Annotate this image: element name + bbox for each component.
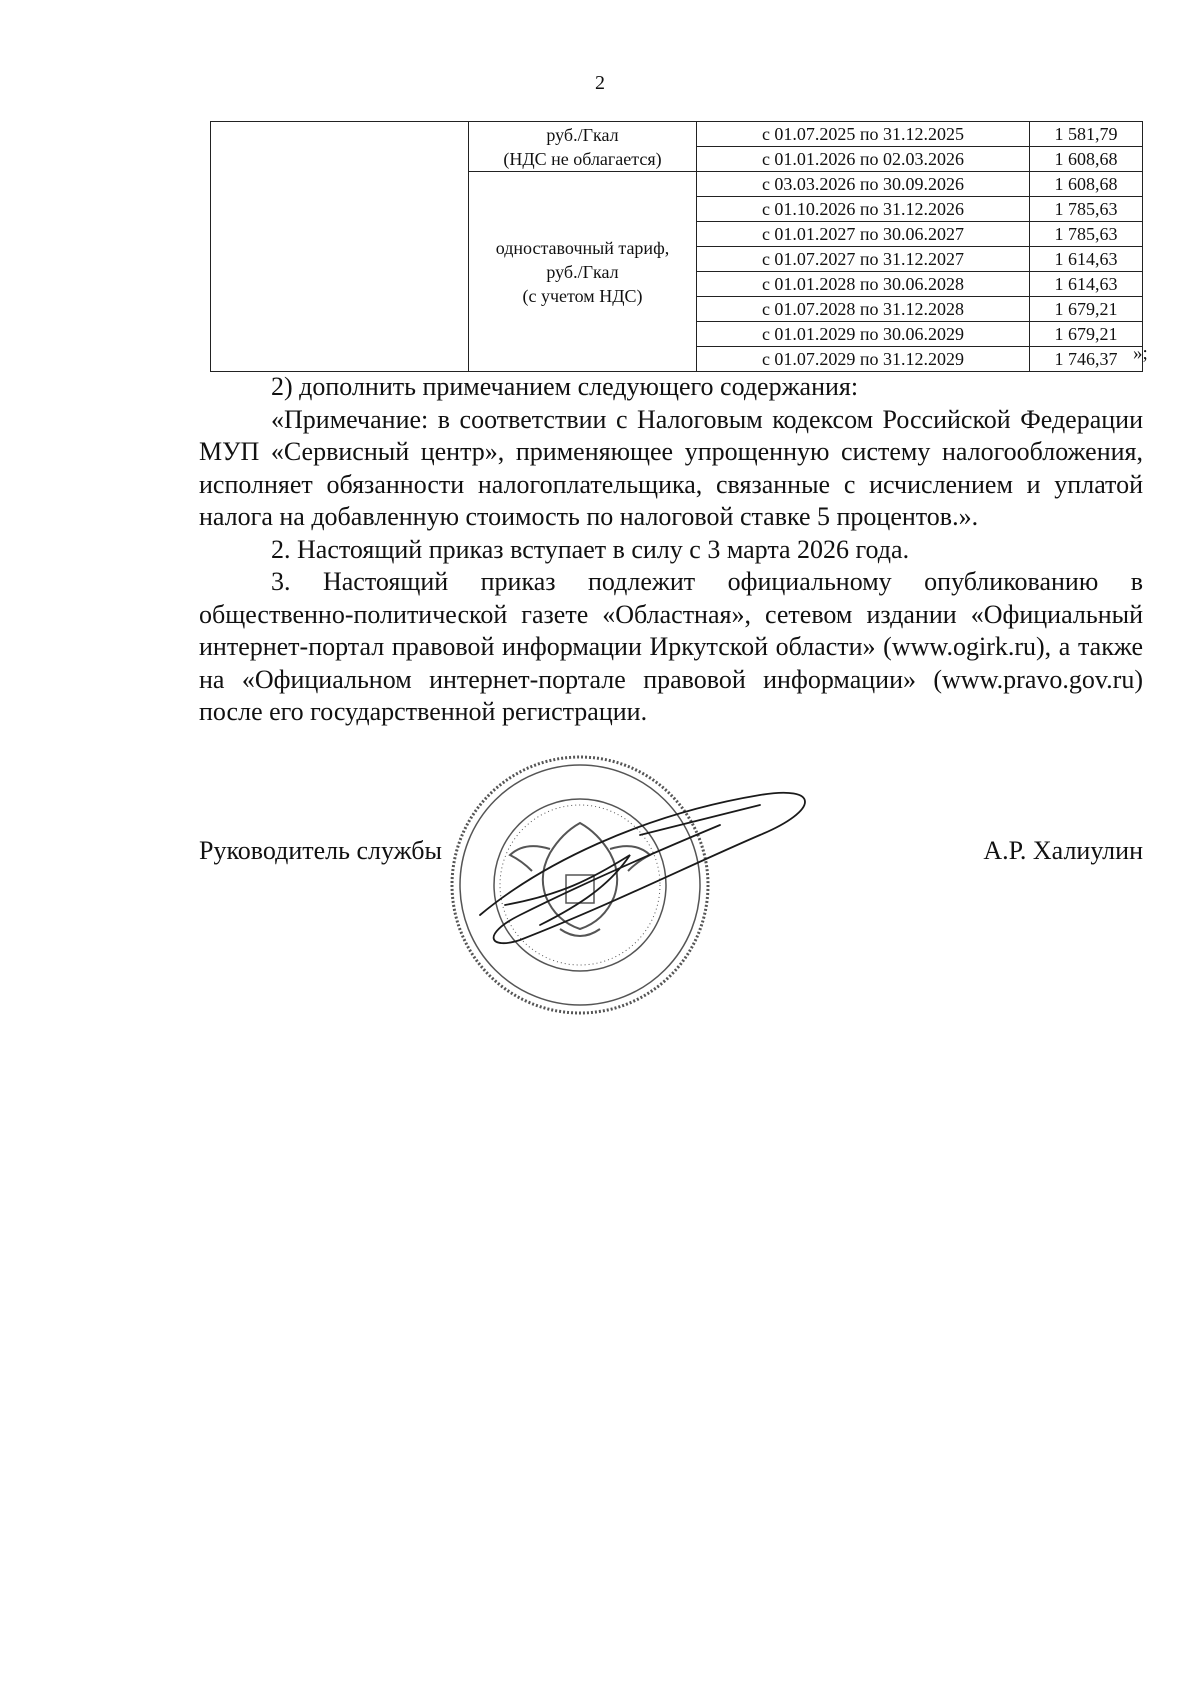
- paragraph-note: «Примечание: в соответствии с Налоговым кодексом Российской Федерации МУП «Сервисный центр», применяющее упрощенную систему налогообложения, исполняет обязанности налогоплательщика, связанные с исчислением и уплатой налога на добавленную стоимость по налоговой ставке 5 процентов.».: [199, 404, 1143, 531]
- value-cell: 1 608,68: [1030, 172, 1143, 197]
- table-row: [211, 122, 1143, 147]
- unit-line: одноставочный тариф,: [495, 237, 670, 258]
- unit-cell-with-vat: [469, 172, 697, 372]
- tariff-table: [210, 121, 1143, 372]
- period-cell: с 01.07.2029 по 31.12.2029: [697, 347, 1030, 372]
- paragraph-effective-date: 2. Настоящий приказ вступает в силу с 3 марта 2026 года.: [271, 534, 910, 564]
- value-cell: 1 679,21: [1030, 322, 1143, 347]
- unit-line: (с учетом НДС): [522, 285, 643, 306]
- period-cell: с 01.07.2025 по 31.12.2025: [697, 122, 1030, 147]
- period-cell: с 01.01.2029 по 30.06.2029: [697, 322, 1030, 347]
- value-cell: 1 785,63: [1030, 197, 1143, 222]
- signatory-name: А.Р. Халиулин: [983, 836, 1143, 865]
- table-closing-mark: »;: [1133, 343, 1148, 364]
- value-cell: 1 746,37: [1030, 347, 1143, 372]
- page-number: 2: [595, 72, 605, 94]
- value-cell: 1 614,63: [1030, 272, 1143, 297]
- period-cell: с 01.01.2028 по 30.06.2028: [697, 272, 1030, 297]
- signatory-title: Руководитель службы: [199, 836, 442, 865]
- period-cell: с 03.03.2026 по 30.09.2026: [697, 172, 1030, 197]
- period-cell: с 01.07.2028 по 31.12.2028: [697, 297, 1030, 322]
- period-cell: с 01.01.2027 по 30.06.2027: [697, 222, 1030, 247]
- signature-icon: [460, 775, 840, 975]
- paragraph-publication: 3. Настоящий приказ подлежит официальному опубликованию в общественно-политической газете «Областная», сетевом издании «Официальный интернет-портал правовой информации Иркутской области» (www.ogirk.ru), а также на «Официальном интернет-портале правовой информации» (www.pravo.gov.ru) после его государственной регистрации.: [199, 567, 1143, 726]
- value-cell: 1 785,63: [1030, 222, 1143, 247]
- period-cell: с 01.07.2027 по 31.12.2027: [697, 247, 1030, 272]
- value-cell: 1 608,68: [1030, 147, 1143, 172]
- unit-cell-vat-exempt: [469, 122, 697, 172]
- value-cell: 1 679,21: [1030, 297, 1143, 322]
- value-cell: 1 581,79: [1030, 122, 1143, 147]
- value-cell: 1 614,63: [1030, 247, 1143, 272]
- unit-line: руб./Гкал: [546, 261, 619, 282]
- unit-line: руб./Гкал: [546, 124, 619, 145]
- document-body: [199, 371, 1143, 729]
- period-cell: с 01.10.2026 по 31.12.2026: [697, 197, 1030, 222]
- unit-line: (НДС не облагается): [503, 148, 662, 169]
- empty-cell: [211, 122, 469, 372]
- paragraph-amendment: 2) дополнить примечанием следующего содержания:: [271, 372, 859, 401]
- period-cell: с 01.01.2026 по 02.03.2026: [697, 147, 1030, 172]
